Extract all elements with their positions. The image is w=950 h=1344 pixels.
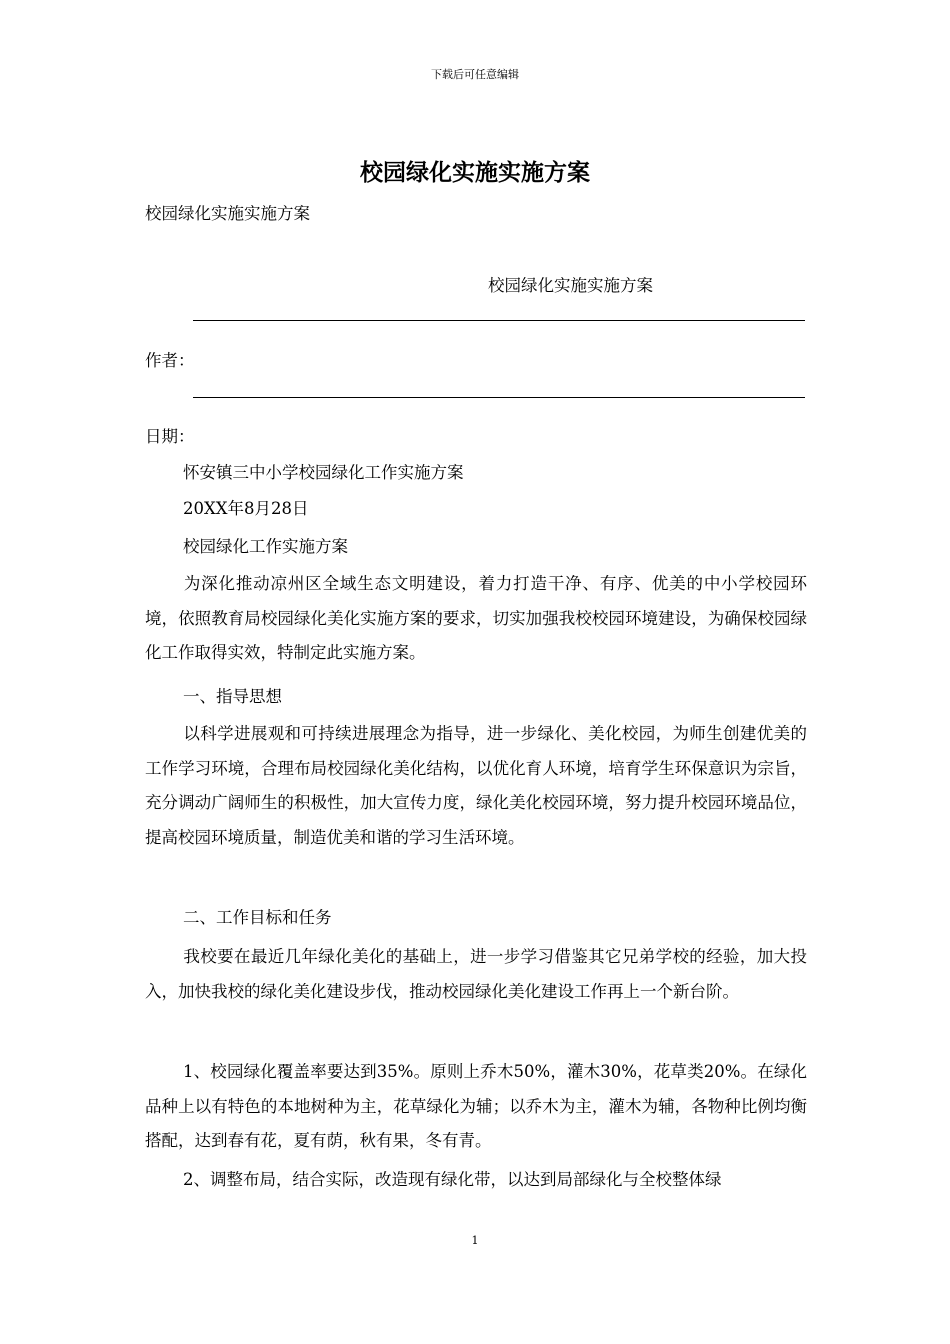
section2-heading: 二、工作目标和任务	[183, 908, 332, 927]
section1-heading: 一、指导思想	[183, 687, 282, 706]
author-label: 作者：	[145, 351, 195, 370]
school-plan-title: 怀安镇三中小学校园绿化工作实施方案	[183, 463, 464, 482]
date-label: 日期：	[145, 427, 195, 446]
subtitle-right: 校园绿化实施实施方案	[488, 276, 653, 295]
section2-paragraph	[145, 940, 807, 1009]
item1-paragraph-text: 1、校园绿化覆盖率要达到35%。原则上乔木50%，灌木30%，花草类20%。在绿化品种上以有特色的本地树种为主，花草绿化为辅；以乔木为主，灌木为辅，各物种比例均衡搭配，达到春有花，夏有荫，秋有果，冬有青。	[145, 1062, 807, 1151]
author-rule	[193, 320, 805, 321]
intro-paragraph	[145, 567, 807, 671]
section1-paragraph-text: 以科学进展观和可持续进展理念为指导，进一步绿化、美化校园，为师生创建优美的工作学习环境，合理布局校园绿化美化结构，以优化育人环境，培育学生环保意识为宗旨，充分调动广阔师生的积极性，加大宣传力度，绿化美化校园环境，努力提升校园环境品位，提高校园环境质量，制造优美和谐的学习生活环境。	[145, 724, 807, 848]
item1-paragraph	[145, 1055, 807, 1159]
header-note: 下载后可任意编辑	[431, 68, 519, 81]
item2-paragraph	[145, 1163, 807, 1198]
subtitle-left: 校园绿化实施实施方案	[145, 204, 310, 223]
date-rule	[193, 397, 805, 398]
page-number: 1	[471, 1234, 479, 1247]
item2-paragraph-text: 2、调整布局，结合实际，改造现有绿化带，以达到局部绿化与全校整体绿	[183, 1170, 722, 1189]
plan-heading: 校园绿化工作实施方案	[183, 537, 348, 556]
intro-paragraph-text: 为深化推动凉州区全域生态文明建设，着力打造干净、有序、优美的中小学校园环境，依照教育局校园绿化美化实施方案的要求，切实加强我校校园环境建设，为确保校园绿化工作取得实效，特制定此实施方案。	[145, 574, 807, 663]
document-date: 20XX年8月28日	[183, 499, 309, 518]
section1-paragraph	[145, 717, 807, 856]
section2-paragraph-text: 我校要在最近几年绿化美化的基础上，进一步学习借鉴其它兄弟学校的经验，加大投入，加快我校的绿化美化建设步伐，推动校园绿化美化建设工作再上一个新台阶。	[145, 947, 807, 1001]
document-title: 校园绿化实施实施方案	[360, 160, 590, 186]
